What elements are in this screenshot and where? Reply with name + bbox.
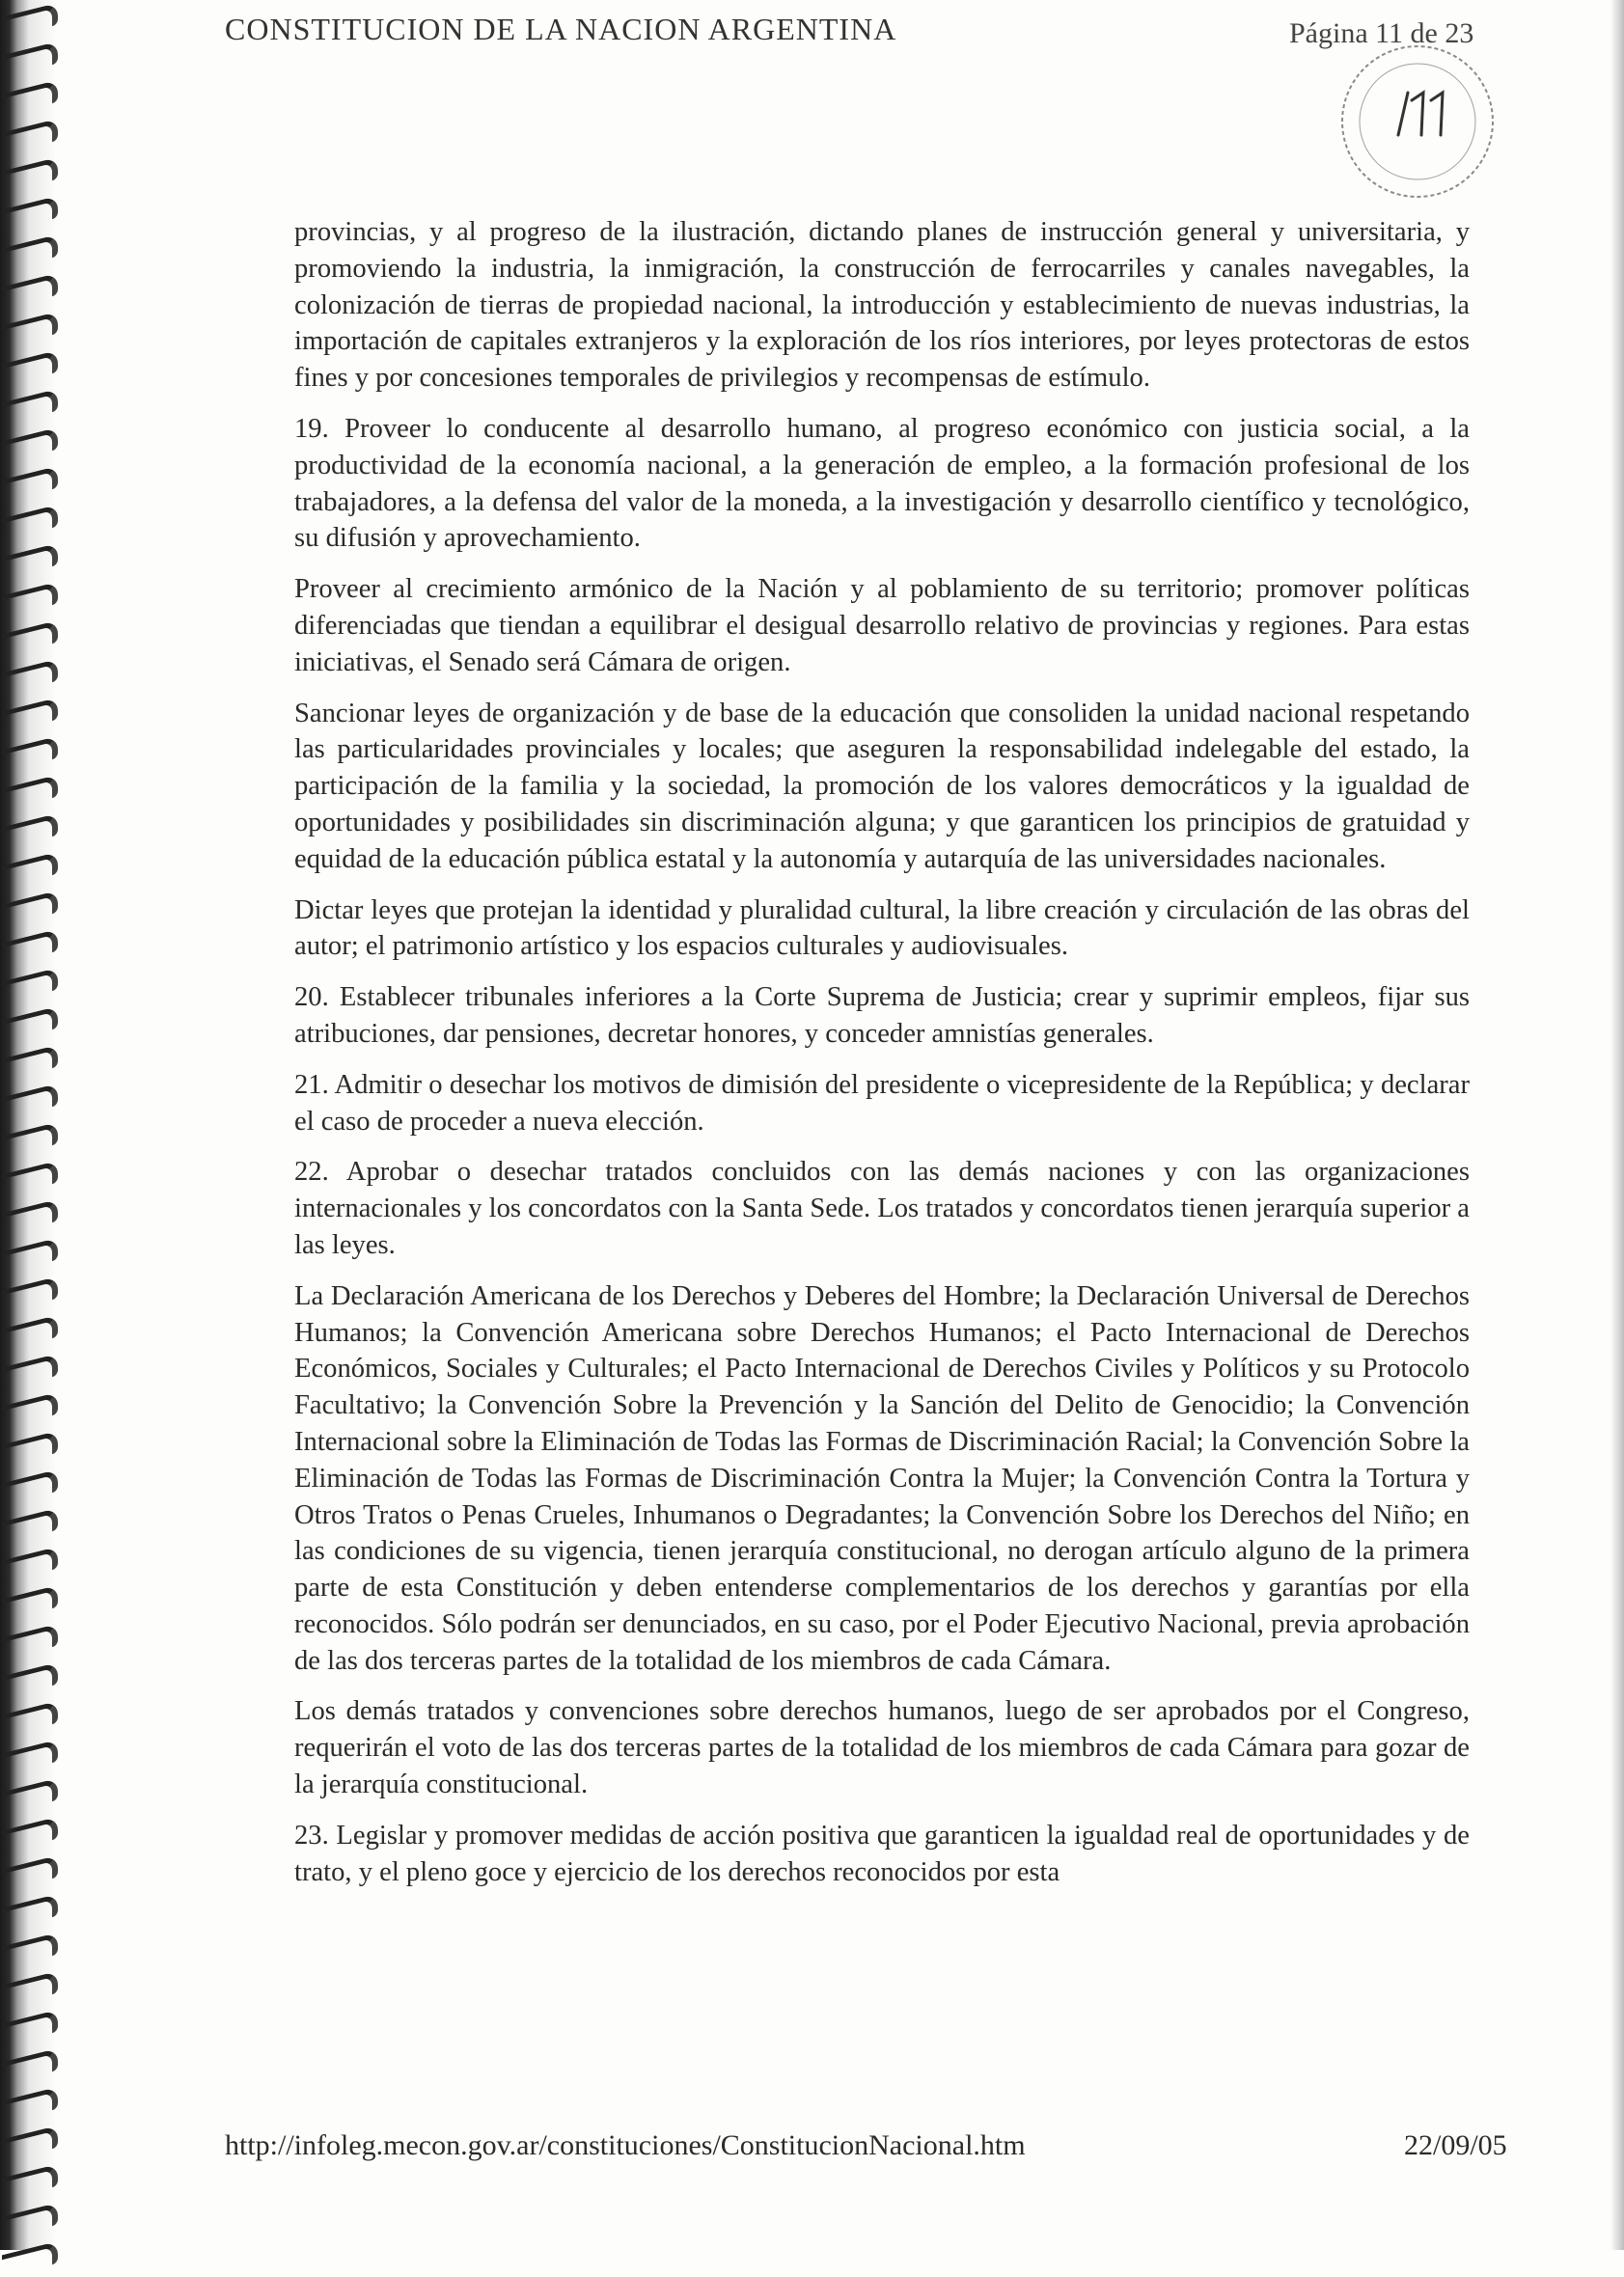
document-body <box>294 214 1470 1905</box>
binding-loop <box>2 968 58 1003</box>
binding-loop <box>2 659 58 695</box>
binding-loop <box>2 1161 58 1196</box>
binding-loop <box>2 1585 58 1621</box>
binding-loop <box>2 312 58 347</box>
binding-loop <box>2 543 58 579</box>
binding-loop <box>2 80 58 116</box>
binding-loop <box>2 350 58 386</box>
binding-loop <box>2 813 58 849</box>
binding-loop <box>2 1469 58 1505</box>
binding-loop <box>2 891 58 926</box>
binding-loop <box>2 1392 58 1428</box>
binding-loop <box>2 119 58 154</box>
binding-loop <box>2 852 58 888</box>
binding-loop <box>2 1778 58 1814</box>
paragraph: La Declaración Americana de los Derechos y Deberes del Hombre; la Declaración Universal de Derechos Humanos; la Convención Americana sobre Derechos Humanos; el Pacto Internacional de Derechos Económicos, Sociales y Culturales; el Pacto Internacional de Derechos Civiles y Políticos y su Protocolo Facultativo; la Convención Sobre la Prevención y la Sanción del Delito de Genocidio; la Convención Internacional sobre la Eliminación de Todas las Formas de Discriminación Racial; la Convención Sobre la Eliminación de Todas las Formas de Discriminación Contra la Mujer; la Convención Contra la Tortura y Otros Tratos o Penas Crueles, Inhumanos o Degradantes; la Convención Sobre los Derechos del Niño; en las condiciones de su vigencia, tienen jerarquía constitucional, no derogan artículo alguno de la primera parte de esta Constitución y deben entenderse complementarios de los derechos y garantías por ella reconocidos. Sólo podrán ser denunciados, en su caso, por el Poder Ejecutivo Nacional, previa aprobación de las dos terceras partes de la totalidad de los miembros de cada Cámara. <box>294 1280 1470 1676</box>
footer-url: http://infoleg.mecon.gov.ar/constituciones/ConstitucionNacional.htm <box>225 2129 1026 2161</box>
binding-loop <box>2 41 58 77</box>
binding-loop <box>2 929 58 965</box>
binding-loop <box>2 1740 58 1775</box>
binding-loop <box>2 2164 58 2200</box>
footer-date: 22/09/05 <box>1404 2129 1507 2161</box>
binding-loop <box>2 1508 58 1544</box>
binding-loop <box>2 234 58 270</box>
paragraph: 22. Aprobar o desechar tratados concluidos con las demás naciones y con las organizaciones internacionales y los concordatos con la Santa Sede. Los tratados y concordatos tienen jerarquía superior a las leyes. <box>294 1157 1470 1260</box>
binding-loop <box>2 2126 58 2161</box>
binding-loop <box>2 2048 58 2084</box>
binding-loop <box>2 505 58 540</box>
paragraph: Los demás tratados y convenciones sobre derechos humanos, luego de ser aprobados por el Congreso, requerirán el voto de las dos terceras partes de la totalidad de los miembros de cada Cámara para gozar de la jerarquía constitucional. <box>294 1696 1470 1800</box>
binding-loop <box>2 736 58 772</box>
paragraph: Dictar leyes que protejan la identidad y pluralidad cultural, la libre creación y circulación de las obras del autor; el patrimonio artístico y los espacios culturales y audiovisuales. <box>294 894 1470 962</box>
paragraph: 23. Legislar y promover medidas de acción positiva que garanticen la igualdad real de oportunidades y de trato, y el pleno goce y ejercicio de los derechos reconocidos por esta <box>294 1820 1470 1887</box>
binding-loop <box>2 2241 58 2277</box>
binding-loop <box>2 427 58 463</box>
binding-loop <box>2 1933 58 1968</box>
page-header-title: CONSTITUCION DE LA NACION ARGENTINA <box>225 12 897 46</box>
binding-loop <box>2 1315 58 1351</box>
paragraph: 19. Proveer lo conducente al desarrollo humano, al progreso económico con justicia social, a la productividad de la economía nacional, a la generación de empleo, a la formación profesional de los trabajadores, a la defensa del valor de la moneda, a la investigación y desarrollo científico y tecnológico, su difusión y aprovechamiento. <box>294 413 1470 554</box>
binding-loop <box>2 2010 58 2045</box>
binding-loop <box>2 2203 58 2238</box>
binding-loop <box>2 466 58 502</box>
binding-loop <box>2 1624 58 1660</box>
paragraph: Proveer al crecimiento armónico de la Nación y al poblamiento de su territorio; promover políticas diferenciadas que tiendan a equilibrar el desigual desarrollo relativo de provincias y regiones. Para estas iniciativas, el Senado será Cámara de origen. <box>294 574 1470 677</box>
binding-loop <box>2 157 58 193</box>
page-edge-shadow <box>1610 0 1624 2250</box>
binding-loop <box>2 3 58 39</box>
binding-loop <box>2 1662 58 1698</box>
binding-loop <box>2 1006 58 1042</box>
paragraph: Sancionar leyes de organización y de base de la educación que consoliden la unidad nacional respetando las particularidades provinciales y locales; que aseguren la responsabilidad indelegable del estado, la participación de la familia y la sociedad, la promoción de los valores democráticos y la igualdad de oportunidades y posibilidades sin discriminación alguna; y que garanticen los principios de gratuidad y equidad de la educación pública estatal y la autonomía y autarquía de las universidades nacionales. <box>294 698 1470 874</box>
binding-loop <box>2 1045 58 1081</box>
binding-loop <box>2 1199 58 1235</box>
binding-loop <box>2 1276 58 1312</box>
institutional-stamp <box>1335 39 1500 205</box>
binding-loop <box>2 775 58 810</box>
binding-loop <box>2 1084 58 1119</box>
binding-loop <box>2 1817 58 1852</box>
binding-loop <box>2 2087 58 2123</box>
binding-loop <box>2 1547 58 1582</box>
binding-loop <box>2 582 58 617</box>
binding-loop <box>2 698 58 733</box>
paragraph: 21. Admitir o desechar los motivos de dimisión del presidente o vicepresidente de la República; y declarar el caso de proceder a nueva elección. <box>294 1069 1470 1137</box>
binding-loop <box>2 273 58 309</box>
binding-loop <box>2 1354 58 1389</box>
binding-loop <box>2 1122 58 1158</box>
binding-loop <box>2 1971 58 2007</box>
binding-loop <box>2 196 58 232</box>
binding-loop <box>2 1431 58 1467</box>
binding-loop <box>2 1238 58 1274</box>
page-number: Página 11 de 23 <box>1289 17 1474 49</box>
binding-loop <box>2 620 58 656</box>
paragraph: provincias, y al progreso de la ilustración, dictando planes de instrucción general y universitaria, y promoviendo la industria, la inmigración, la construcción de ferrocarriles y canales navegables, la colonización de tierras de propiedad nacional, la introducción y establecimiento de nuevas industrias, la importación de capitales extranjeros y la exploración de los ríos interiores, por leyes protectoras de estos fines y por concesiones temporales de privilegios y recompensas de estímulo. <box>294 217 1470 394</box>
binding-loop <box>2 1894 58 1930</box>
spiral-binding <box>0 0 56 2250</box>
binding-loop <box>2 389 58 425</box>
binding-loop <box>2 1855 58 1891</box>
binding-loop <box>2 1701 58 1737</box>
paragraph: 20. Establecer tribunales inferiores a la Corte Suprema de Justicia; crear y suprimir empleos, fijar sus atribuciones, dar pensiones, decretar honores, y conceder amnistías generales. <box>294 982 1470 1049</box>
